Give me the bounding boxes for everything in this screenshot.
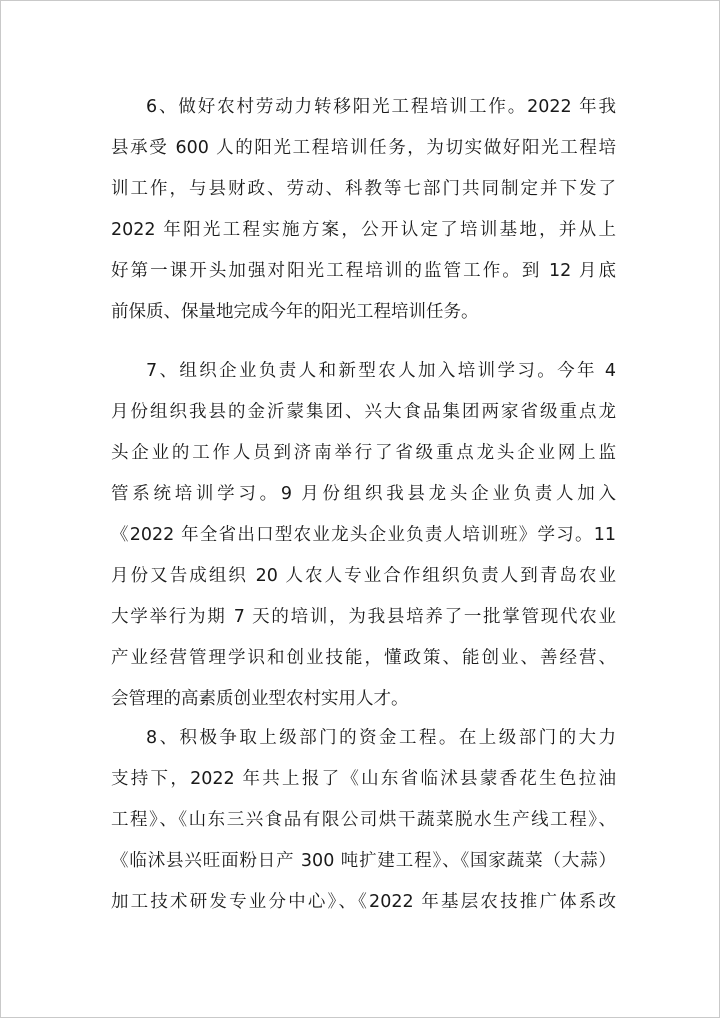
paragraph-line: 前保质、保量地完成今年的阳光工程培训任务。	[111, 302, 479, 322]
paragraph-line: 月份又告成组织 20 人农人专业合作组织负责人到青岛农业	[111, 566, 616, 586]
paragraph-line: 训工作，与县财政、劳动、科教等七部门共同制定并下发了	[111, 179, 616, 199]
paragraph-6	[111, 87, 616, 333]
paragraph-line: 6、做好农村劳动力转移阳光工程培训工作。2022 年我	[146, 97, 616, 117]
paragraph-line: 会管理的高素质创业型农村实用人才。	[111, 689, 409, 709]
paragraph-line: 大学举行为期 7 天的培训，为我县培养了一批掌管现代农业	[111, 607, 616, 627]
paragraph-line: 加工技术研发专业分中心》、《2022 年基层农技推广体系改	[111, 892, 616, 912]
paragraph-line: 工程》、《山东三兴食品有限公司烘干蔬菜脱水生产线工程》、	[111, 810, 616, 830]
paragraph-8	[111, 718, 616, 923]
paragraph-line: 7、组织企业负责人和新型农人加入培训学习。今年 4	[146, 361, 616, 381]
paragraph-line: 好第一课开头加强对阳光工程培训的监管工作。到 12 月底	[111, 261, 616, 281]
paragraph-line: 产业经营管理学识和创业技能，懂政策、能创业、善经营、	[111, 648, 616, 668]
paragraph-line: 支持下，2022 年共上报了《山东省临沭县蒙香花生色拉油	[111, 769, 616, 789]
paragraph-line: 管系统培训学习。9 月份组织我县龙头企业负责人加入	[111, 484, 616, 504]
paragraph-7	[111, 351, 616, 720]
paragraph-line: 头企业的工作人员到济南举行了省级重点龙头企业网上监	[111, 443, 616, 463]
paragraph-line: 《临沭县兴旺面粉日产 300 吨扩建工程》、《国家蔬菜（大蒜）	[111, 851, 616, 871]
paragraph-line: 2022 年阳光工程实施方案，公开认定了培训基地，并从上	[111, 220, 616, 240]
paragraph-line: 月份组织我县的金沂蒙集团、兴大食品集团两家省级重点龙	[111, 402, 616, 422]
paragraph-line: 8、积极争取上级部门的资金工程。在上级部门的大力	[146, 728, 616, 748]
paragraph-line: 《2022 年全省出口型农业龙头企业负责人培训班》学习。11	[111, 525, 616, 545]
paragraph-line: 县承受 600 人的阳光工程培训任务，为切实做好阳光工程培	[111, 138, 616, 158]
